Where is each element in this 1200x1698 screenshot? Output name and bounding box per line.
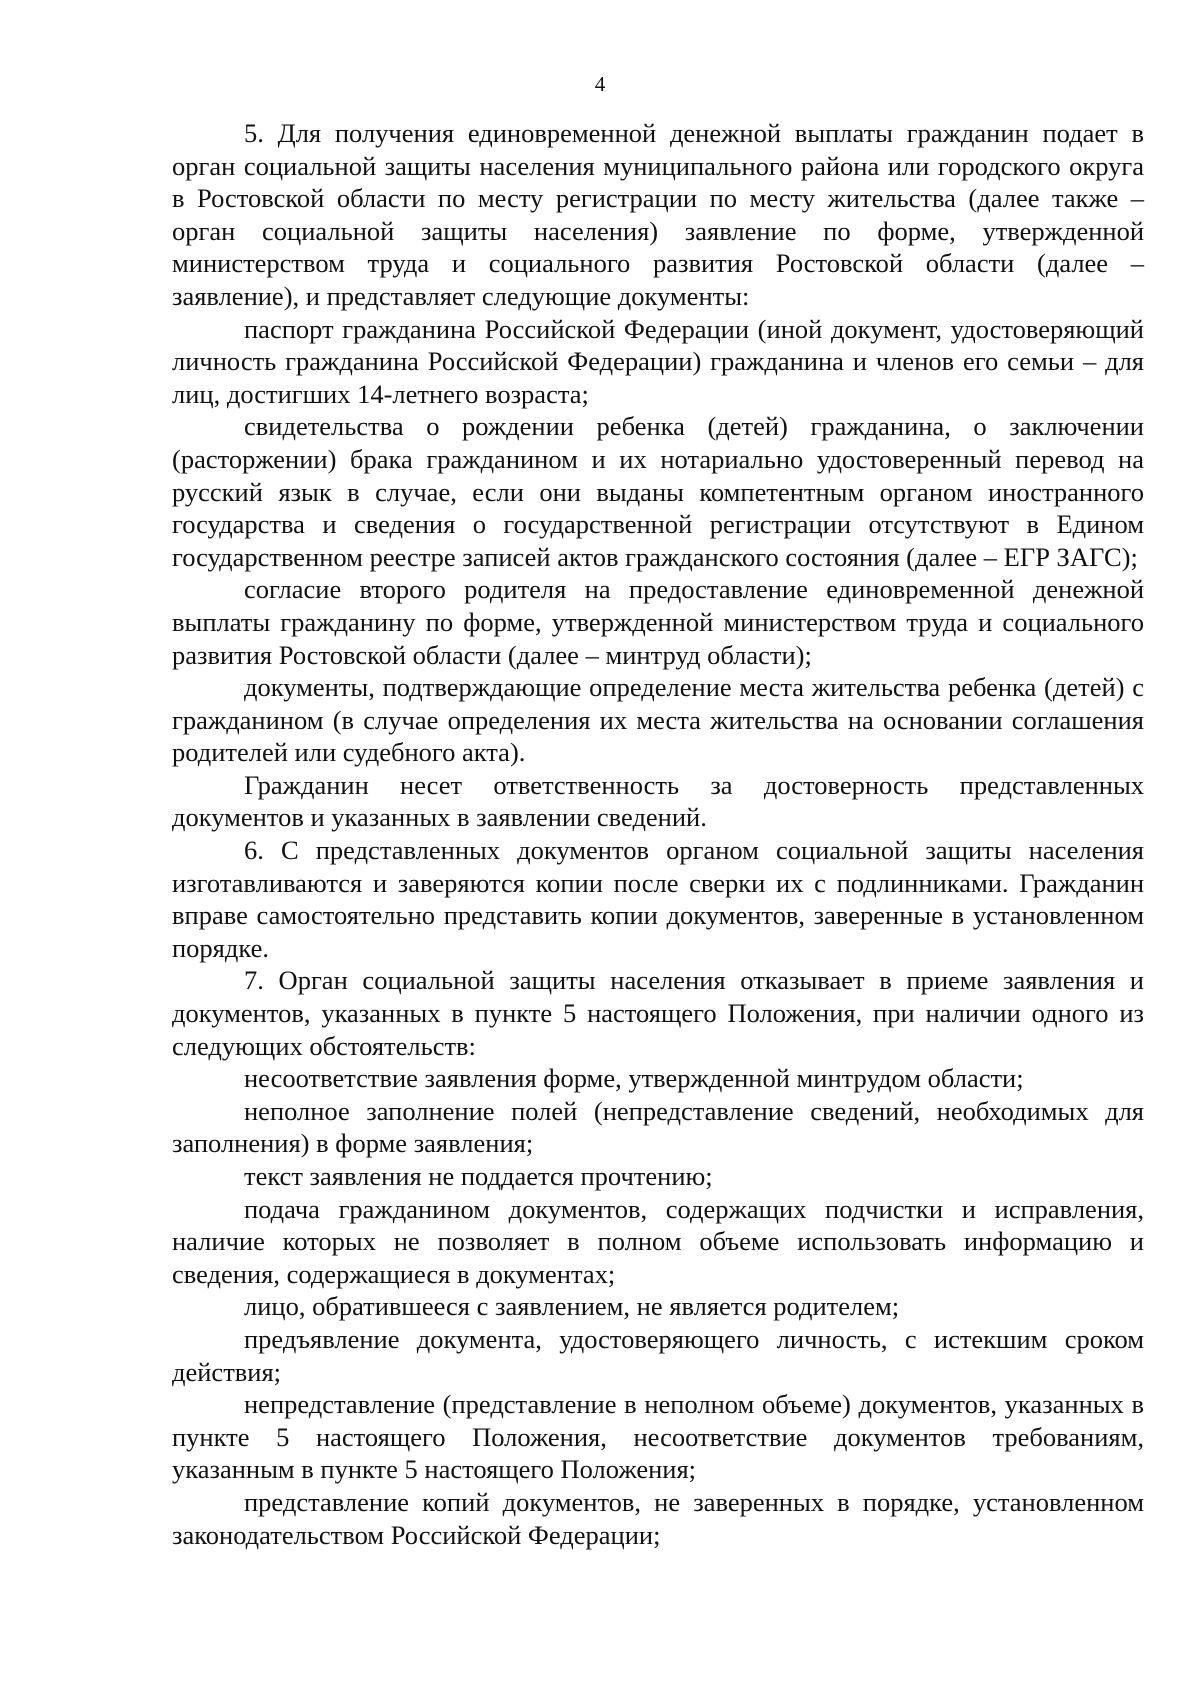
paragraph-item-5: 5. Для получения единовременной денежной выплаты гражданин подает в орган социальной защиты населения муниципального района или городского округа в Ростовской области по месту регистрации по месту жительства (далее также – орган социальной защиты населения) заявление по форме, утвержденной министерством труда и социального развития Ростовской области (далее – заявление), и представляет следующие документы: [172, 118, 1144, 311]
list-item-uncertified-copies: представление копий документов, не заверенных в порядке, установленном законодательством Российской Федерации; [172, 1486, 1144, 1550]
list-item-unreadable-text: текст заявления не поддается прочтению; [244, 1161, 713, 1191]
list-item-not-parent: лицо, обратившееся с заявлением, не является родителем; [244, 1291, 900, 1322]
paragraph-item-7: 7. Орган социальной защиты населения отказывает в приеме заявления и документов, указанных в пункте 5 настоящего Положения, при наличии одного из следующих обстоятельств: [172, 965, 1144, 1061]
list-item-missing-documents: непредставление (представление в неполном объеме) документов, указанных в пункте 5 настоящего Положения, несоответствие документов требованиям, указанным в пункте 5 настоящего Положения; [172, 1389, 1144, 1485]
list-item-passport: паспорт гражданина Российской Федерации (иной документ, удостоверяющий личность гражданина Российской Федерации) гражданина и членов его семьи – для лиц, достигших 14-летнего возраста; [172, 313, 1144, 409]
list-item-corrections: подача гражданином документов, содержащих подчистки и исправления, наличие которых не позволяет в полном объеме использовать информацию и сведения, содержащиеся в документах; [172, 1193, 1144, 1289]
page-number: 4 [594, 72, 606, 96]
list-item-form-mismatch: несоответствие заявления форме, утвержденной минтрудом области; [244, 1063, 1024, 1094]
list-item-incomplete-fields: неполное заполнение полей (непредставление сведений, необходимых для заполнения) в форме заявления; [172, 1095, 1144, 1159]
document-body [172, 117, 1144, 1551]
paragraph-item-6: 6. С представленных документов органом социальной защиты населения изготавливаются и заверяются копии после сверки их с подлинниками. Гражданин вправе самостоятельно представить копии документов, заверенные в установленном порядке. [172, 835, 1144, 963]
list-item-residence-documents: документы, подтверждающие определение места жительства ребенка (детей) с гражданином (в случае определения их места жительства на основании соглашения родителей или судебного акта). [172, 672, 1144, 768]
list-item-parent-consent: согласие второго родителя на предоставление единовременной денежной выплаты гражданину по форме, утвержденной министерством труда и социального развития Ростовской области (далее – минтруд области); [172, 574, 1144, 670]
paragraph-responsibility: Гражданин несет ответственность за достоверность представленных документов и указанных в заявлении сведений. [172, 769, 1144, 833]
list-item-expired-id: предъявление документа, удостоверяющего личность, с истекшим сроком действия; [172, 1323, 1144, 1387]
list-item-birth-certificates: свидетельства о рождении ребенка (детей) гражданина, о заключении (расторжении) брака гражданином и их нотариально удостоверенный перевод на русский язык в случае, если они выданы компетентным органом иностранного государства и сведения о государственной регистрации отсутствуют в Едином государственном реестре записей актов гражданского состояния (далее – ЕГР ЗАГС); [172, 411, 1144, 572]
